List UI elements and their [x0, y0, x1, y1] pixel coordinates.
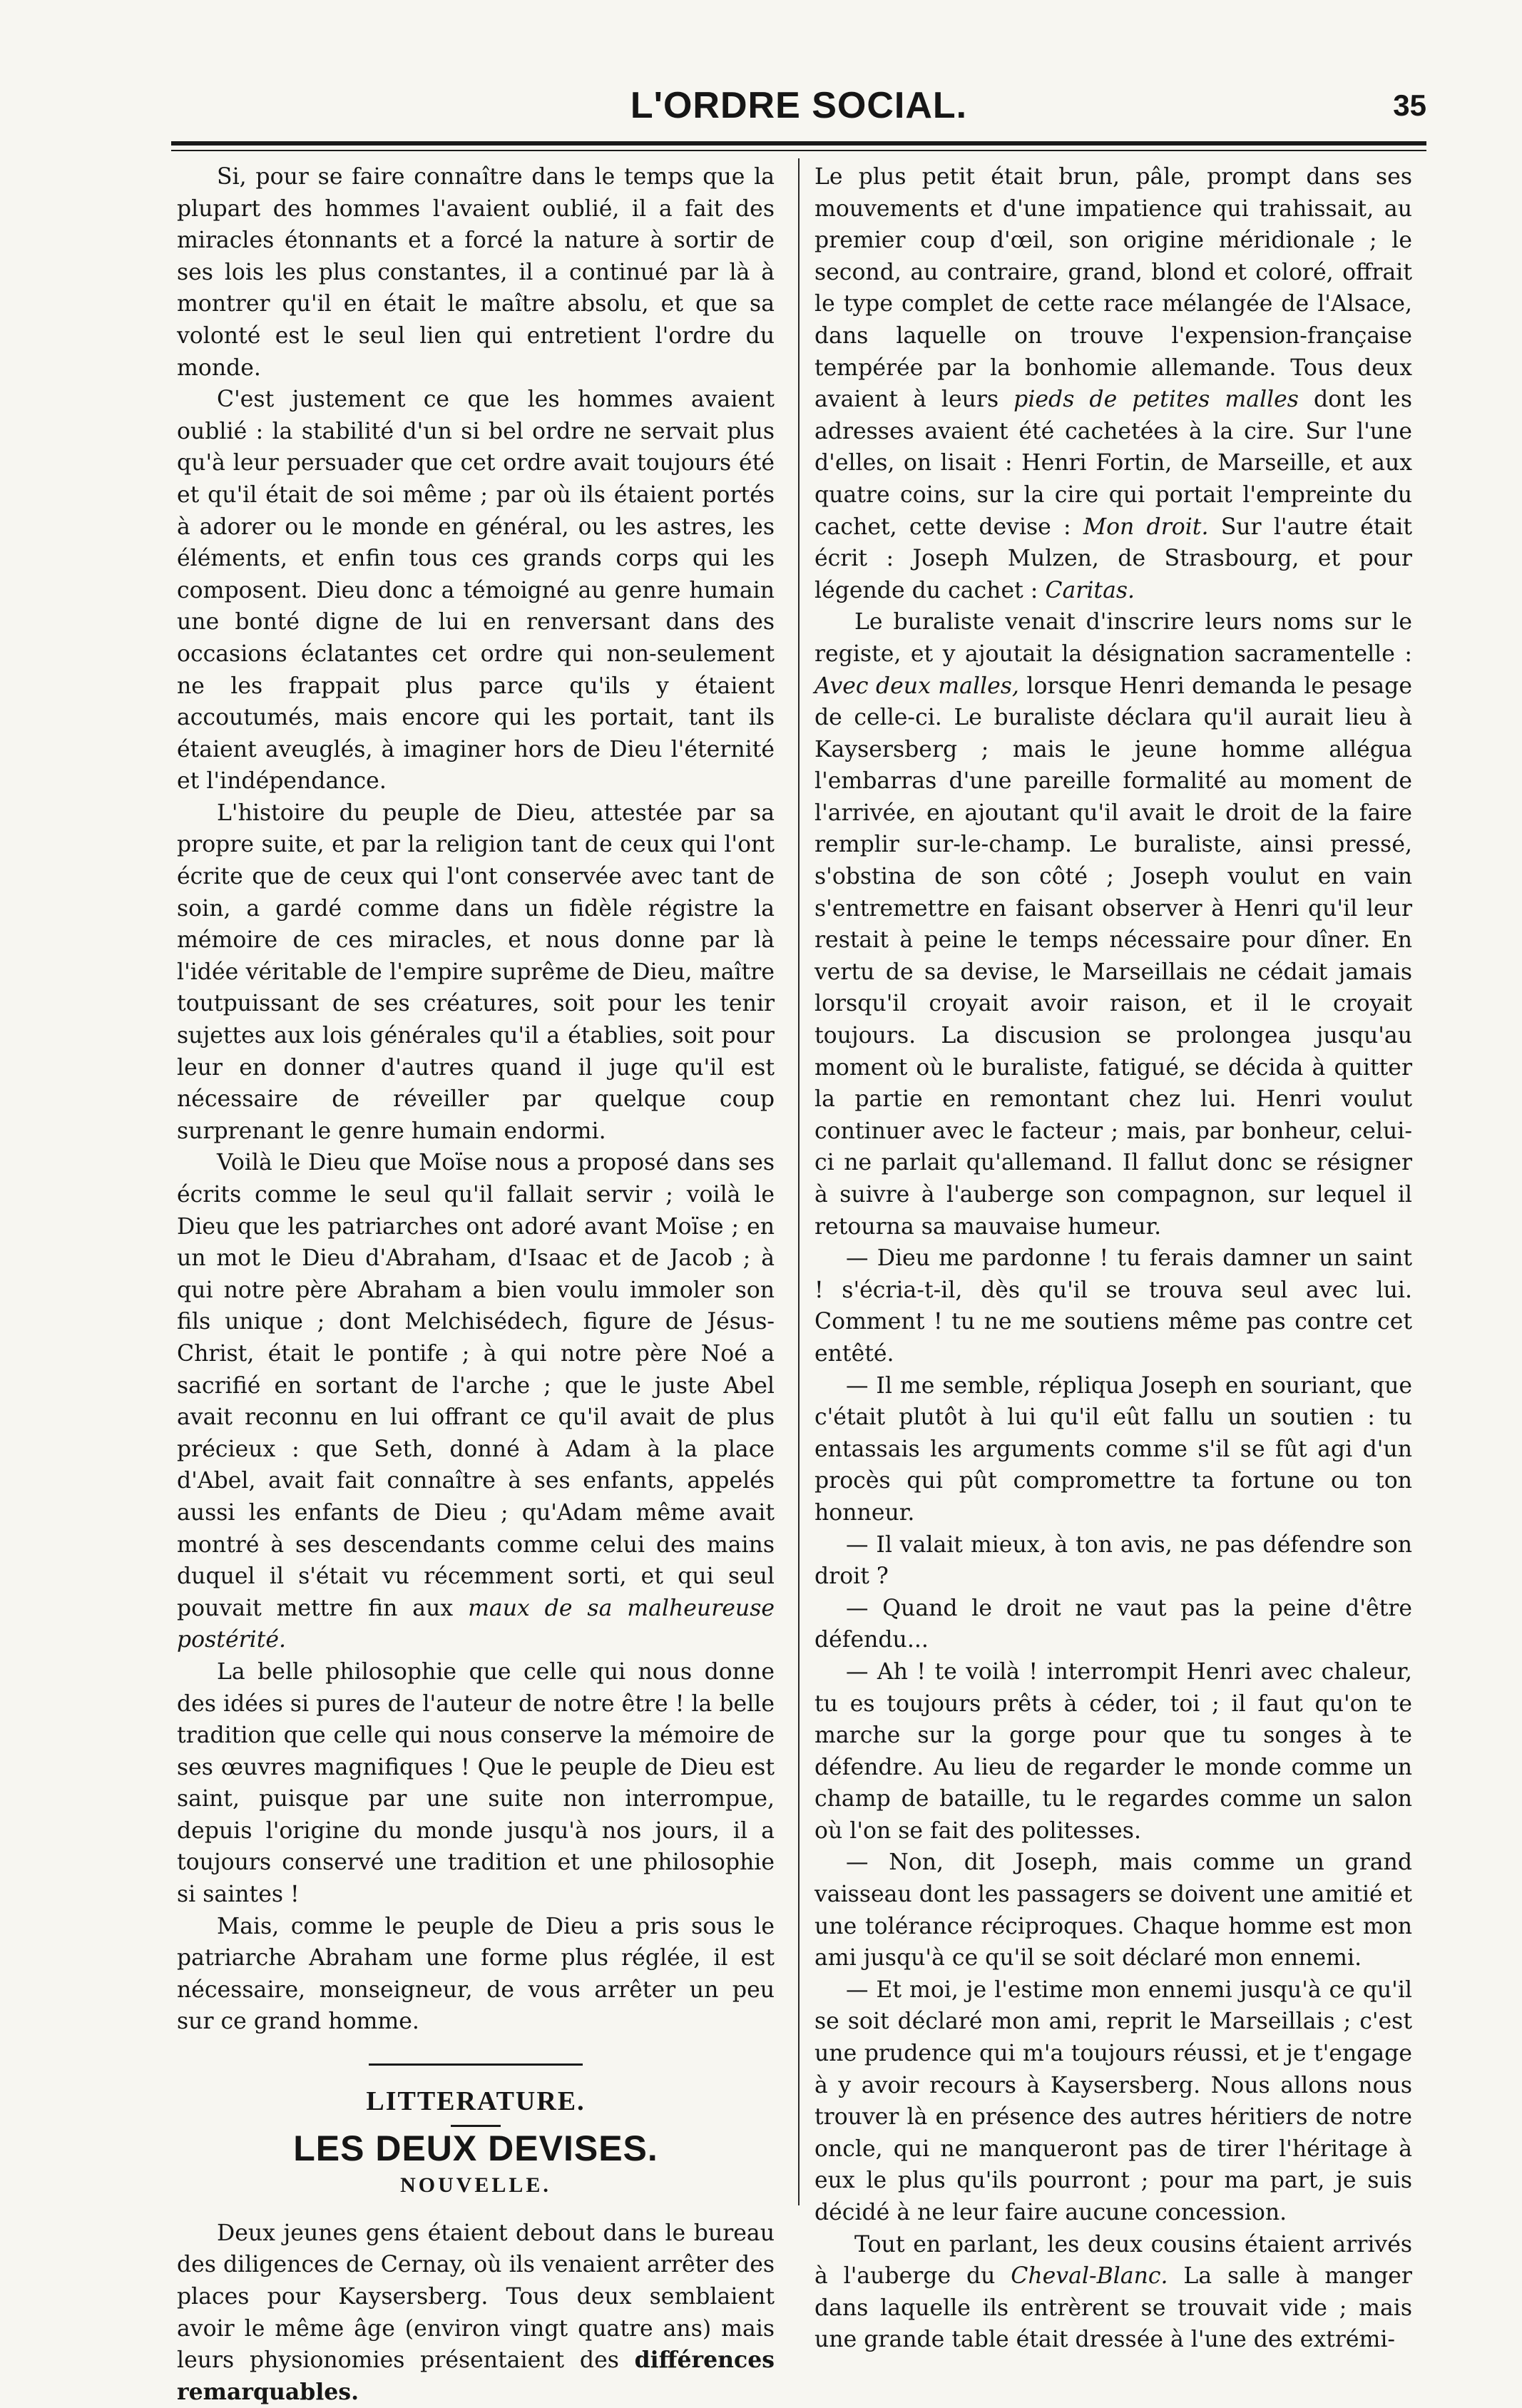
dialogue-line: — Quand le droit ne vaut pas la peine d'être défendu... [814, 1595, 1412, 1653]
dialogue-line: — Dieu me pardonne ! tu ferais damner un saint ! s'écria-t-il, dès qu'il se trouva seul avec lui. Comment ! tu ne me soutiens même pas contre cet entêté. [814, 1245, 1412, 1367]
paragraph-buraliste [814, 606, 1412, 1243]
italic-span: pieds de petites malles [1013, 387, 1299, 413]
running-header [171, 84, 1426, 141]
literature-section-header [177, 2063, 775, 2202]
header-rule-thin [171, 150, 1426, 151]
section-heading: LITTERATURE. [366, 2086, 586, 2117]
dialogue-line: — Il valait mieux, à ton avis, ne pas défendre son droit ? [814, 1531, 1412, 1590]
text-span: Tout en parlant, les deux cousins étaient arrivés à l'auberge du [814, 2231, 1412, 2290]
italic-span: Avec deux malles, [814, 673, 1019, 699]
text-span: dont les adresses avaient été cachetées à la cire. Sur l'une d'elles, on lisait : Henri Fortin, de Marseille, et aux quatre coins, sur la cire qui portait l'empreinte du cachet, cette devise : [814, 387, 1412, 540]
dialogue-line: — Et moi, je l'estime mon ennemi jusqu'à ce qu'il se soit déclaré mon ami, reprit le Marseillais ; c'est une prudence qui m'a toujours réussi, et je t'engage à y avoir recours à Kaysersberg. Nous allons nous trouver là en présence des autres héritiers de notre oncle, qui ne manqueront pas de tirer l'héritage à eux le plus qu'ils pourront ; pour ma part, je suis décidé à ne leur faire aucune concession. [814, 1976, 1412, 2225]
text-span: lorsque Henri demanda le pesage de celle-ci. Le buraliste déclara qu'il aurait lieu à Kaysersberg ; mais le jeune homme allégua l'embarras d'une pareille formalité au moment de l'arrivée, en ajoutant qu'il avait le droit de la faire remplir sur-le-champ. Le buraliste, ainsi pressé, s'obstina de son côté ; Joseph voulut en vain s'entremettre en faisant observer à Henri qu'il leur restait à peine le temps nécessaire pour dîner. En vertu de sa devise, le Marseillais ne cédait jamais lorsqu'il croyait avoir raison, et il le croyait toujours. La discusion se prolongea jusqu'au moment où le buraliste, fatigué, se décida à quitter la partie en remontant chez lui. Henri voulut continuer avec le facteur ; mais, par bonheur, celui-ci ne parlait qu'allemand. Il fallut donc se résigner à suivre à l'auberge son compagnon, sur lequel il retourna sa mauvaise humeur. [814, 673, 1412, 1240]
right-column [814, 161, 1412, 2356]
paragraph-history: L'histoire du peuple de Dieu, attestée par sa propre suite, et par la religion tant de ceux qui l'ont écrite que de ceux qui l'ont conservée avec tant de soin, a gardé comme dans un fidèle régistre la mémoire de ces miracles, et nous donne par là l'idée véritable de l'empire suprême de Dieu, maître toutpuissant de ses créatures, soit pour les tenir sujettes aux lois générales qu'il a établies, soit pour leur en donner d'autres quand il juge qu'il est nécessaire de réveiller par quelque coup surprenant le genre humain endormi. [177, 800, 775, 1144]
story-opening-bold: différences remarquables. [177, 2347, 775, 2405]
story-subtitle: NOUVELLE. [400, 2173, 551, 2198]
paragraph-miracles: Si, pour se faire connaître dans le temps que la plupart des hommes l'avaient oublié, il a fait des miracles étonnants et a forcé la nature à sortir de ses lois les plus constantes, il a continué par là à montrer qu'il en était le maître absolu, et que sa volonté est le seul lien qui entretient l'ordre du monde. [177, 164, 775, 381]
section-rule [369, 2063, 583, 2066]
inn-name: Cheval-Blanc. [1011, 2263, 1168, 2290]
story-title: LES DEUX DEVISES. [293, 2128, 658, 2168]
paragraph-philosophy: La belle philosophie que celle qui nous donne des idées si pures de l'auteur de notre être ! la belle tradition que celle qui nous conserve la mémoire de ses œuvres magnifiques ! Que le peuple de Dieu est saint, puisque par une suite non interrompue, depuis l'origine du monde jusqu'à nos jours, il a toujours conservé une tradition et une philosophie si saintes ! [177, 1658, 775, 1908]
devise-caritas: Caritas. [1045, 577, 1135, 603]
text-span: Le buraliste venait d'inscrire leurs noms sur le registe, et y ajoutait la désignation sacramentelle : [814, 609, 1412, 667]
page-number: 35 [1393, 88, 1426, 122]
story-opening-text: Deux jeunes gens étaient debout dans le bureau des diligences de Cernay, où ils venaient arrêter des places pour Kaysersberg. Tous deux semblaient avoir le même âge (environ vingt quatre ans) mais leurs physionomies présentaient des [177, 2220, 775, 2374]
text-span: Sur l'autre était écrit : Joseph Mulzen, de Strasbourg, et pour légende du cachet : [814, 514, 1412, 603]
paragraph-stability: C'est justement ce que les hommes avaient oublié : la stabilité d'un si bel ordre ne servait plus qu'à leur persuader que cet ordre avait toujours été et qu'il était de soi même ; par où ils étaient portés à adorer ou le monde en général, ou les astres, les éléments, et enfin tous ces grands corps qui les composent. Dieu donc a témoigné au genre humain une bonté digne de lui en renversant dans des occasions éclatantes cet ordre qui non-seulement ne les frappait plus parce qu'ils y étaient accoutumés, mais encore qui les portait, tant ils étaient aveuglés, à imaginer hors de Dieu l'éternité et l'indépendance. [177, 387, 775, 795]
story-opening-paragraph [177, 2218, 775, 2408]
column-divider [798, 158, 800, 2205]
publication-title: L'ORDRE SOCIAL. [630, 85, 968, 126]
header-rule [171, 141, 1426, 146]
paragraph-auberge [814, 2229, 1412, 2356]
paragraph-god-of-moses [177, 1147, 775, 1656]
text-span: La salle à manger dans laquelle ils entrèrent se trouvait vide ; mais une grande table était dressée à l'une des extrémi- [814, 2263, 1412, 2353]
paragraph-god-of-moses-italic: maux de sa malheureuse postérité. [177, 1595, 775, 1653]
text-span: Le plus petit était brun, pâle, prompt dans ses mouvements et d'une impatience qui trahissait, au premier coup d'œil, son origine méridionale ; le second, au contraire, grand, blond et coloré, offrait le type complet de cette race mélangée de l'Alsace, dans laquelle on trouve l'expension-française tempérée par la bonhomie allemande. Tous deux avaient à leurs [814, 164, 1412, 413]
dialogue-line: — Non, dit Joseph, mais comme un grand vaisseau dont les passagers se doivent une amitié et une tolérance réciproques. Chaque homme est mon ami jusqu'à ce qu'il se soit déclaré mon ennemi. [814, 1850, 1412, 1971]
paragraph-god-of-moses-text: Voilà le Dieu que Moïse nous a proposé dans ses écrits comme le seul qu'il fallait servir ; voilà le Dieu que les patriarches ont adoré avant Moïse ; en un mot le Dieu d'Abraham, d'Isaac et de Jacob ; à qui notre père Abraham a bien voulu immoler son fils unique ; dont Melchisédech, figure de Jésus-Christ, était le pontife ; à qui notre père Noé a sacrifié en sortant de l'arche ; que le juste Abel avait reconnu en lui offrant ce qu'il avait de plus précieux : que Seth, donné à Adam à la place d'Abel, avait fait connaître à ses enfants, appelés aussi les enfants de Dieu ; qu'Adam même avait montré à ses descendants comme celui des mains duquel il s'était vu récemment sorti, et qui seul pouvait mettre fin aux [177, 1150, 775, 1621]
dialogue-line: — Il me semble, répliqua Joseph en souriant, que c'était plutôt à lui qu'il eût fallu un soutien : tu entassais les arguments comme s'il se fût agi d'un procès qui pût compromettre ta fortune ou ton honneur. [814, 1372, 1412, 1526]
dialogue-line: — Ah ! te voilà ! interrompit Henri avec chaleur, tu es toujours prêts à céder, toi ; il faut qu'on te marche sur la gorge pour que tu songes à te défendre. Au lieu de regarder le monde comme un champ de bataille, tu le regardes comme un salon où l'on se fait des politesses. [814, 1658, 1412, 1844]
left-column [177, 161, 775, 2408]
paragraph-abraham: Mais, comme le peuple de Dieu a pris sous le patriarche Abraham une forme plus réglée, il est nécessaire, monseigneur, de vous arrêter un peu sur ce grand homme. [177, 1913, 775, 2035]
devise-mon-droit: Mon droit. [1083, 514, 1209, 540]
paragraph-two-cousins [814, 161, 1412, 606]
title-ornament-rule [451, 2125, 501, 2127]
